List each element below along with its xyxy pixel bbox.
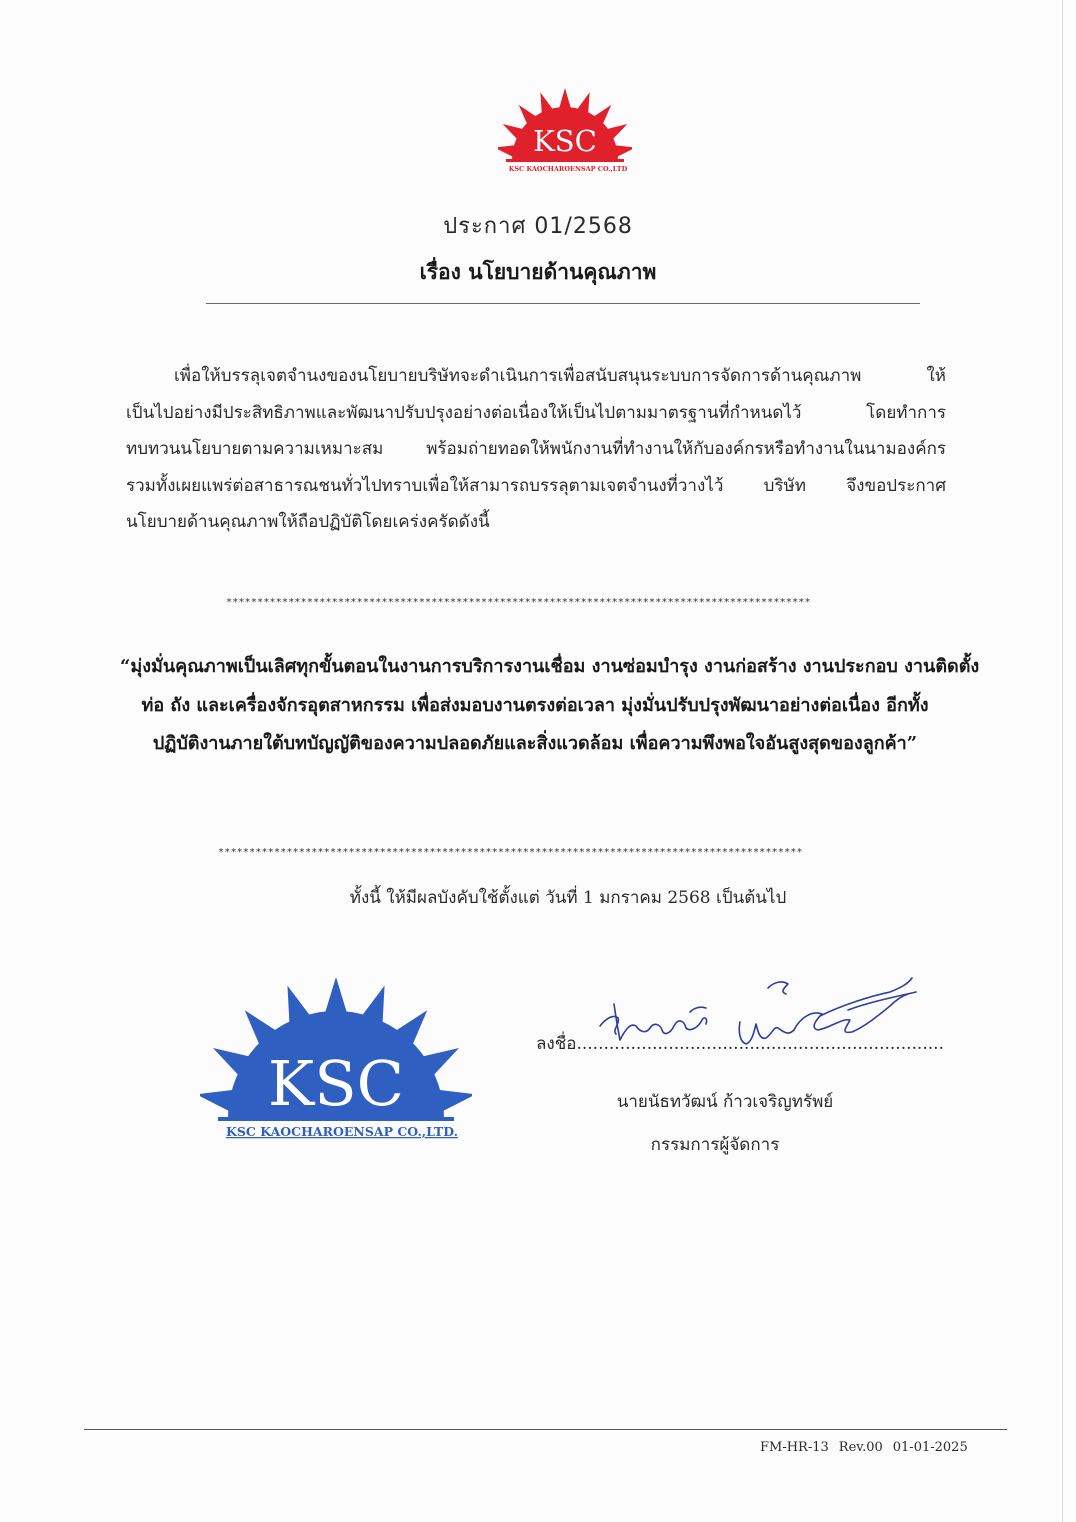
asterisk-separator: **********************************************************************************************: [226, 597, 811, 608]
form-code: FM-HR-13: [760, 1440, 829, 1455]
handwritten-signature: [590, 948, 926, 1052]
company-logo-top: [498, 84, 632, 176]
asterisk-separator: **********************************************************************************************: [218, 847, 803, 858]
effective-date-line: ทั้งนี้ ให้มีผลบังคับใช้ตั้งแต่ วันที่ 1 มกราคม 2568 เป็นต้นไป: [349, 888, 787, 908]
announcement-number: ประกาศ 01/2568: [443, 214, 633, 239]
intro-line: นโยบายด้านคุณภาพให้ถือปฏิบัติโดยเคร่งครัดดังนี้: [126, 512, 490, 533]
intro-line: เพื่อให้บรรลุเจตจำนงของนโยบายบริษัทจะดำเนินการเพื่อสนับสนุนระบบการจัดการด้านคุณภาพ ให้: [174, 366, 946, 386]
logo-bottom-subtext: KSC KAOCHAROENSAP CO.,LTD.: [226, 1124, 458, 1139]
intro-line: ทบทวนนโยบายตามความเหมาะสม พร้อมถ่ายทอดให้พนักงานที่ทำงานให้กับองค์กรหรือทำงานในนามองค์กร: [126, 439, 946, 460]
policy-line: ปฏิบัติงานภายใต้บทบัญญัติของความปลอดภัยและสิ่งแวดล้อม เพื่อความพึงพอใจอันสูงสุดของลูกค้า”: [152, 733, 918, 754]
logo-bottom-text: KSC: [267, 1047, 405, 1120]
company-logo-bottom: [200, 978, 472, 1148]
signature-dots: ....................................................................: [576, 1034, 944, 1054]
signature-label: ลงชื่อ: [536, 1034, 577, 1054]
signer-position: กรรมการผู้จัดการ: [650, 1135, 780, 1155]
intro-paragraph: [126, 358, 946, 541]
logo-top-subtext: KSC KAOCHAROENSAP CO.,LTD: [508, 165, 628, 173]
logo-baseline: [506, 159, 624, 162]
title-divider: [206, 303, 920, 304]
quality-policy-statement: [120, 648, 980, 764]
sun-ray: [559, 88, 571, 108]
announcement-subject: เรื่อง นโยบายด้านคุณภาพ: [419, 260, 657, 284]
policy-line: “มุ่งมั่นคุณภาพเป็นเลิศทุกขั้นตอนในงานการบริการงานเชื่อม งานซ่อมบำรุง งานก่อสร้าง งานประกอบ งานติดตั้ง: [120, 656, 980, 677]
revision-number: Rev.00: [838, 1440, 883, 1455]
document-footer: [760, 1440, 978, 1455]
sun-ray: [324, 978, 348, 1016]
policy-line: ท่อ ถัง และเครื่องจักรอุตสาหกรรม เพื่อส่งมอบงานตรงต่อเวลา มุ่งมั่นปรับปรุงพัฒนาอย่างต่อเนื่อง อีกทั้ง: [141, 694, 929, 716]
logo-top-text: KSC: [533, 124, 597, 158]
intro-line: รวมทั้งเผยแพร่ต่อสาธารณชนทั่วไปทราบเพื่อให้สามารถบรรลุตามเจตจำนงที่วางไว้ บริษัท จึงขอประกาศ: [126, 475, 946, 496]
intro-line: เป็นไปอย่างมีประสิทธิภาพและพัฒนาปรับปรุงอย่างต่อเนื่องให้เป็นไปตามมาตรฐานที่กำหนดไว้ โดยทำการ: [126, 402, 946, 423]
footer-divider: [84, 1429, 1007, 1430]
signer-name: นายนัธทวัฒน์ ก้าวเจริญทรัพย์: [616, 1092, 834, 1112]
issue-date: 01-01-2025: [892, 1440, 968, 1455]
